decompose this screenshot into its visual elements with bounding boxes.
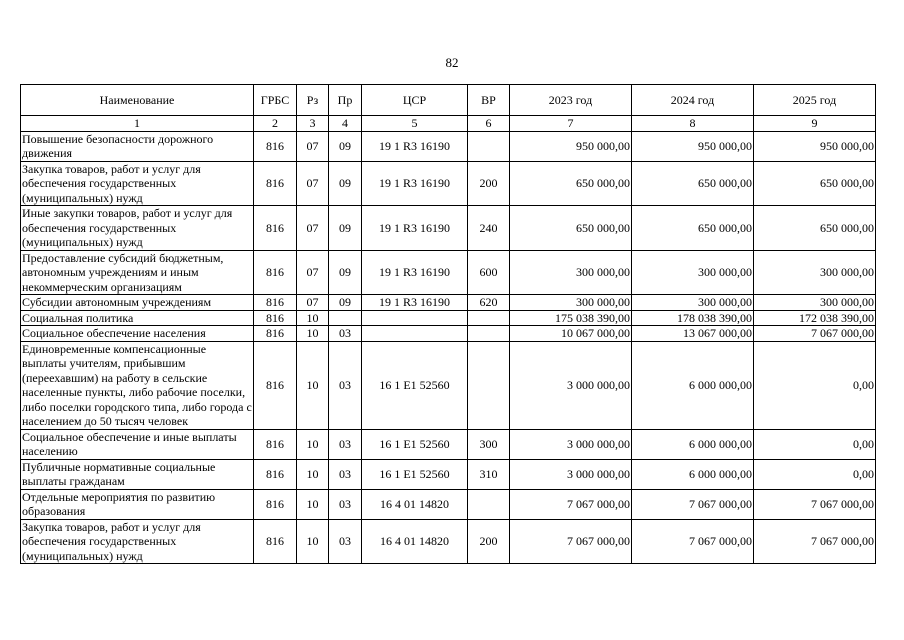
column-number: 6	[468, 116, 510, 132]
header-2023: 2023 год	[510, 85, 632, 116]
row-vr	[468, 341, 510, 429]
row-csr: 16 1 E1 52560	[362, 459, 468, 489]
row-2025: 0,00	[754, 459, 876, 489]
row-name: Субсидии автономным учреждениям	[21, 295, 254, 311]
row-2025: 650 000,00	[754, 206, 876, 251]
row-vr	[468, 489, 510, 519]
row-csr: 19 1 R3 16190	[362, 161, 468, 206]
column-number: 4	[329, 116, 362, 132]
row-csr: 16 4 01 14820	[362, 489, 468, 519]
row-2024: 7 067 000,00	[632, 519, 754, 564]
row-2023: 300 000,00	[510, 250, 632, 295]
header-name: Наименование	[21, 85, 254, 116]
table-row	[21, 131, 876, 161]
row-2025: 172 038 390,00	[754, 310, 876, 326]
column-number-row	[21, 116, 876, 132]
row-csr: 16 1 E1 52560	[362, 341, 468, 429]
row-pr: 03	[329, 489, 362, 519]
row-csr: 16 4 01 14820	[362, 519, 468, 564]
row-2024: 6 000 000,00	[632, 429, 754, 459]
row-2025: 950 000,00	[754, 131, 876, 161]
row-2023: 175 038 390,00	[510, 310, 632, 326]
table-row	[21, 459, 876, 489]
header-vr: ВР	[468, 85, 510, 116]
column-number: 5	[362, 116, 468, 132]
column-number: 7	[510, 116, 632, 132]
row-name: Закупка товаров, работ и услуг для обеспечения государственных (муниципальных) нужд	[21, 519, 254, 564]
header-2025: 2025 год	[754, 85, 876, 116]
row-2023: 650 000,00	[510, 161, 632, 206]
row-vr: 200	[468, 161, 510, 206]
row-name: Единовременные компенсационные выплаты учителям, прибывшим (переехавшим) на работу в сельские населенные пункты, либо рабочие поселки, либо поселки городского типа, либо города с населением до 50 тысяч человек	[22, 341, 252, 428]
row-2023: 7 067 000,00	[510, 519, 632, 564]
row-pr: 03	[329, 341, 362, 429]
row-grbs: 816	[254, 250, 297, 295]
row-pr: 09	[329, 206, 362, 251]
row-2023: 300 000,00	[510, 295, 632, 311]
row-vr	[468, 131, 510, 161]
table-row	[21, 326, 876, 342]
row-rz: 10	[297, 310, 329, 326]
row-2025: 7 067 000,00	[754, 326, 876, 342]
row-2023: 3 000 000,00	[510, 341, 632, 429]
table-row	[21, 250, 876, 295]
row-pr: 09	[329, 131, 362, 161]
row-2023: 7 067 000,00	[510, 489, 632, 519]
row-rz: 07	[297, 206, 329, 251]
row-vr: 600	[468, 250, 510, 295]
row-name: Закупка товаров, работ и услуг для обеспечения государственных (муниципальных) нужд	[21, 161, 254, 206]
row-rz: 10	[297, 429, 329, 459]
row-pr: 03	[329, 429, 362, 459]
row-name: Иные закупки товаров, работ и услуг для обеспечения государственных (муниципальных) нужд	[21, 206, 254, 251]
table-row	[21, 161, 876, 206]
row-grbs: 816	[254, 131, 297, 161]
row-pr: 03	[329, 519, 362, 564]
row-rz: 10	[297, 341, 329, 429]
row-pr: 09	[329, 250, 362, 295]
row-grbs: 816	[254, 161, 297, 206]
row-2024: 300 000,00	[632, 295, 754, 311]
row-name: Отдельные мероприятия по развитию образования	[21, 489, 254, 519]
row-grbs: 816	[254, 310, 297, 326]
row-pr: 03	[329, 459, 362, 489]
table-row	[21, 295, 876, 311]
row-2024: 6 000 000,00	[632, 341, 754, 429]
row-2025: 650 000,00	[754, 161, 876, 206]
row-2023: 3 000 000,00	[510, 429, 632, 459]
row-csr	[362, 326, 468, 342]
row-rz: 10	[297, 326, 329, 342]
header-pr: Пр	[329, 85, 362, 116]
row-name: Социальная политика	[21, 310, 254, 326]
header-row	[21, 85, 876, 116]
row-rz: 07	[297, 295, 329, 311]
row-2025: 0,00	[754, 341, 876, 429]
row-2024: 300 000,00	[632, 250, 754, 295]
row-vr: 240	[468, 206, 510, 251]
row-csr: 19 1 R3 16190	[362, 131, 468, 161]
row-pr: 09	[329, 161, 362, 206]
row-vr: 300	[468, 429, 510, 459]
row-name: Публичные нормативные социальные выплаты гражданам	[21, 459, 254, 489]
row-rz: 10	[297, 519, 329, 564]
row-grbs: 816	[254, 459, 297, 489]
row-grbs: 816	[254, 206, 297, 251]
table-row	[21, 489, 876, 519]
row-vr: 200	[468, 519, 510, 564]
row-rz: 07	[297, 131, 329, 161]
row-2023: 650 000,00	[510, 206, 632, 251]
row-vr: 310	[468, 459, 510, 489]
row-pr: 09	[329, 295, 362, 311]
column-number: 9	[754, 116, 876, 132]
row-rz: 07	[297, 250, 329, 295]
row-vr	[468, 310, 510, 326]
row-csr: 16 1 E1 52560	[362, 429, 468, 459]
table-row	[21, 519, 876, 564]
row-name: Предоставление субсидий бюджетным, автономным учреждениям и иным некоммерческим организациям	[21, 250, 254, 295]
row-grbs: 816	[254, 489, 297, 519]
row-2024: 7 067 000,00	[632, 489, 754, 519]
table-row	[21, 341, 876, 429]
table-row	[21, 429, 876, 459]
row-grbs: 816	[254, 326, 297, 342]
row-2023: 3 000 000,00	[510, 459, 632, 489]
column-number: 8	[632, 116, 754, 132]
header-grbs: ГРБС	[254, 85, 297, 116]
row-2025: 0,00	[754, 429, 876, 459]
row-csr: 19 1 R3 16190	[362, 206, 468, 251]
row-2025: 300 000,00	[754, 295, 876, 311]
row-2024: 650 000,00	[632, 161, 754, 206]
row-2024: 950 000,00	[632, 131, 754, 161]
row-name: Социальное обеспечение и иные выплаты населению	[21, 429, 254, 459]
row-rz: 07	[297, 161, 329, 206]
row-2024: 6 000 000,00	[632, 459, 754, 489]
row-rz: 10	[297, 489, 329, 519]
budget-table	[20, 84, 876, 564]
row-csr: 19 1 R3 16190	[362, 250, 468, 295]
row-2025: 7 067 000,00	[754, 489, 876, 519]
row-grbs: 816	[254, 429, 297, 459]
header-rz: Рз	[297, 85, 329, 116]
row-grbs: 816	[254, 295, 297, 311]
row-vr: 620	[468, 295, 510, 311]
table-row	[21, 206, 876, 251]
row-2025: 300 000,00	[754, 250, 876, 295]
row-rz: 10	[297, 459, 329, 489]
row-2025: 7 067 000,00	[754, 519, 876, 564]
row-vr	[468, 326, 510, 342]
table-row	[21, 310, 876, 326]
row-csr: 19 1 R3 16190	[362, 295, 468, 311]
row-2023: 10 067 000,00	[510, 326, 632, 342]
row-2024: 13 067 000,00	[632, 326, 754, 342]
row-pr	[329, 310, 362, 326]
row-grbs: 816	[254, 519, 297, 564]
row-grbs: 816	[254, 341, 297, 429]
row-2024: 650 000,00	[632, 206, 754, 251]
header-csr: ЦСР	[362, 85, 468, 116]
row-2023: 950 000,00	[510, 131, 632, 161]
column-number: 3	[297, 116, 329, 132]
page-number: 82	[445, 55, 459, 70]
row-csr	[362, 310, 468, 326]
row-2024: 178 038 390,00	[632, 310, 754, 326]
column-number: 2	[254, 116, 297, 132]
row-name: Социальное обеспечение населения	[21, 326, 254, 342]
row-name: Повышение безопасности дорожного движения	[21, 131, 254, 161]
row-pr: 03	[329, 326, 362, 342]
column-number: 1	[21, 116, 254, 132]
header-2024: 2024 год	[632, 85, 754, 116]
